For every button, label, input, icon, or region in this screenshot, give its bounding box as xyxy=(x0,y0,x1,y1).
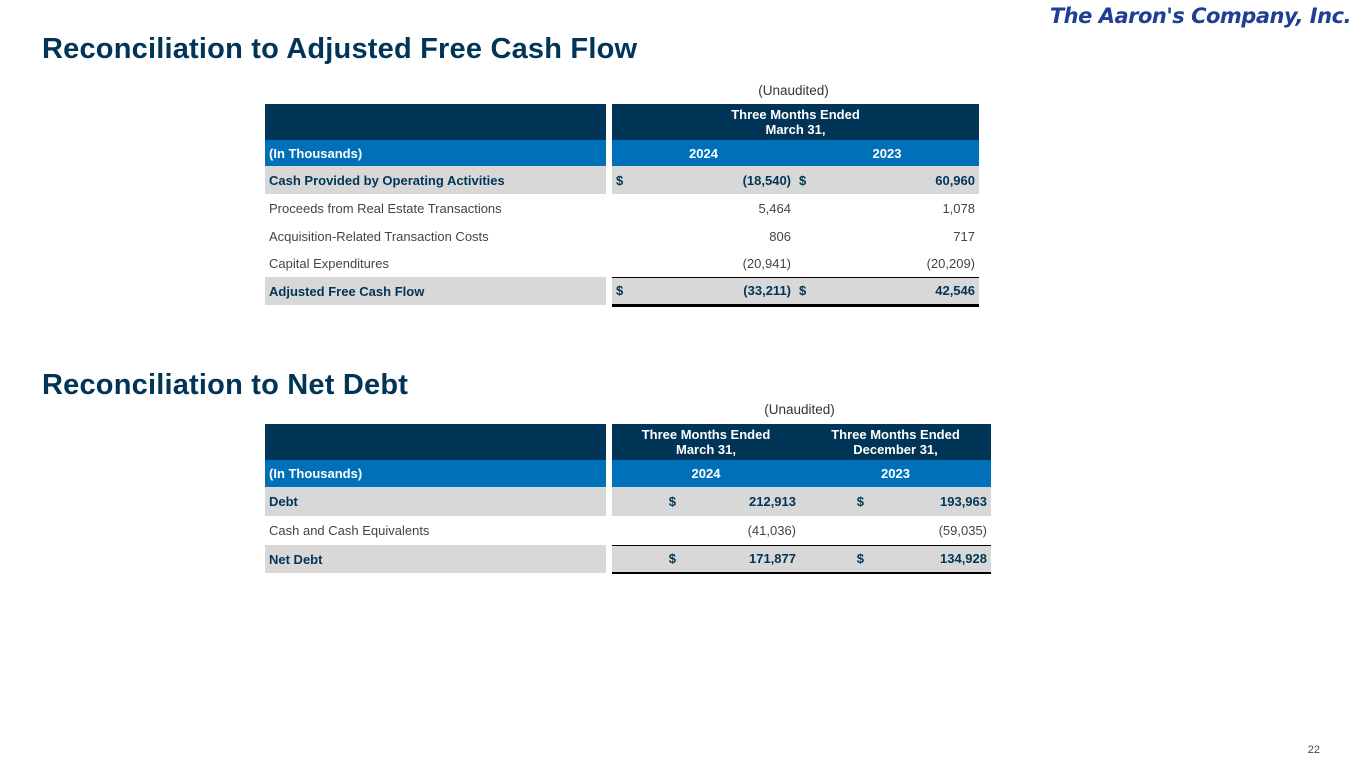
currency-symbol: $ xyxy=(612,166,652,194)
row-label: Debt xyxy=(265,487,606,516)
page-number: 22 xyxy=(1307,744,1320,756)
value-2024: 5,464 xyxy=(758,200,791,216)
page-title-net-debt: Reconciliation to Net Debt xyxy=(42,369,409,401)
year-header-2024: 2024 xyxy=(612,140,795,166)
value-2024: 806 xyxy=(769,228,791,244)
period-header xyxy=(612,104,979,140)
total-row xyxy=(265,277,979,305)
value-2023: 42,546 xyxy=(835,277,979,305)
year-header-2023: 2023 xyxy=(795,140,979,166)
period-header-line1: Three Months Ended xyxy=(641,427,771,442)
period-header-line1: Three Months Ended xyxy=(831,427,960,442)
currency-symbol: $ xyxy=(612,277,652,305)
currency-symbol: $ xyxy=(795,166,835,194)
row-label: Capital Expenditures xyxy=(269,256,389,271)
free-cash-flow-table xyxy=(265,104,979,307)
currency-symbol: $ xyxy=(612,487,682,516)
row-label: Adjusted Free Cash Flow xyxy=(265,277,606,305)
value-december-2023: 193,963 xyxy=(870,487,991,516)
value-march-2024: 212,913 xyxy=(682,487,800,516)
currency-symbol: $ xyxy=(795,277,835,305)
period-header-march xyxy=(612,424,800,460)
value-2023: (20,209) xyxy=(926,255,975,271)
value-2024: (33,211) xyxy=(652,277,795,305)
value-december-2023: (59,035) xyxy=(938,522,987,538)
value-2023: 717 xyxy=(953,228,975,244)
period-header-line1: Three Months Ended xyxy=(731,107,860,122)
value-2023: 60,960 xyxy=(835,166,979,194)
row-label: Net Debt xyxy=(265,545,606,573)
units-header: (In Thousands) xyxy=(265,460,606,487)
header-blank-cell xyxy=(265,104,606,140)
units-header: (In Thousands) xyxy=(265,140,606,166)
value-2024: (20,941) xyxy=(742,255,791,271)
period-header-line2: March 31, xyxy=(676,442,736,457)
total-row xyxy=(265,545,991,573)
row-label: Cash and Cash Equivalents xyxy=(269,523,430,538)
row-label: Proceeds from Real Estate Transactions xyxy=(269,200,502,216)
table-row xyxy=(265,194,979,222)
table-row xyxy=(265,487,991,516)
net-debt-table xyxy=(265,424,991,574)
page-title-free-cash-flow: Reconciliation to Adjusted Free Cash Flow xyxy=(42,33,638,65)
company-logo: The Aaron's Company, Inc. xyxy=(1049,4,1351,28)
currency-symbol: $ xyxy=(800,487,870,516)
year-header-2024: 2024 xyxy=(612,460,800,487)
period-header-december xyxy=(800,424,991,460)
value-december-2023: 134,928 xyxy=(870,545,991,573)
unaudited-label: (Unaudited) xyxy=(758,83,829,98)
unaudited-label: (Unaudited) xyxy=(764,402,835,417)
value-2023: 1,078 xyxy=(942,200,975,216)
table-row xyxy=(265,250,979,277)
row-label: Cash Provided by Operating Activities xyxy=(265,166,606,194)
period-header-line2: December 31, xyxy=(853,442,938,457)
currency-symbol: $ xyxy=(612,545,682,573)
table-row xyxy=(265,166,979,194)
value-march-2024: 171,877 xyxy=(682,545,800,573)
currency-symbol: $ xyxy=(800,545,870,573)
value-march-2024: (41,036) xyxy=(747,522,796,538)
value-2024: (18,540) xyxy=(652,166,795,194)
table-row xyxy=(265,222,979,250)
table-row xyxy=(265,516,991,545)
period-header-line2: March 31, xyxy=(765,122,826,137)
header-blank-cell xyxy=(265,424,606,460)
year-header-2023: 2023 xyxy=(800,460,991,487)
row-label: Acquisition-Related Transaction Costs xyxy=(269,228,489,244)
